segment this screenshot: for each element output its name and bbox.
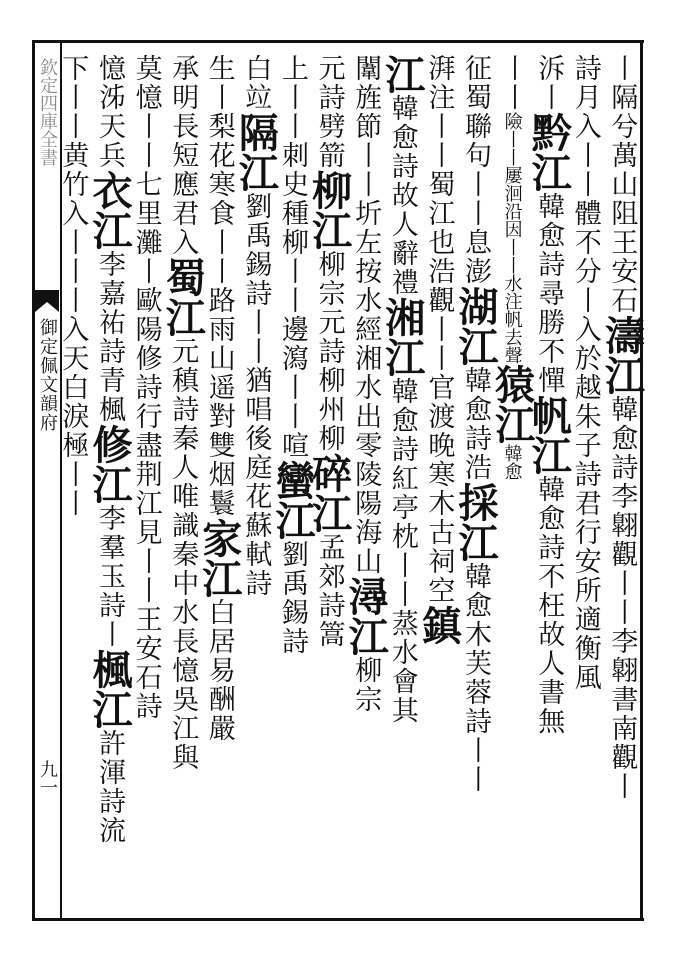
entry-text: 李嘉祐詩青楓: [94, 250, 125, 424]
entry-heading: 鎮: [415, 605, 463, 645]
entry-text: 許渾詩流: [94, 729, 125, 845]
entry-text: 元稹詩秦人唯識秦中水長憶吳江與: [167, 337, 199, 772]
text-column: [525, 54, 573, 910]
entry-heading: 蠻江: [269, 460, 316, 540]
entry-heading: 楓江: [86, 649, 133, 729]
entry-heading: 衣江: [86, 170, 133, 250]
text-column: [159, 54, 207, 910]
entry-text: 丨入天白: [57, 286, 89, 402]
entry-text: 黄竹入丨丨: [57, 141, 89, 286]
entry-text: 元詩劈箭: [313, 54, 345, 170]
entry-text: 莫憶丨丨七里灘: [130, 54, 162, 257]
entry-text: 因丨丨水注帆去聲: [501, 220, 523, 364]
entry-text: 瀉丨丨喧: [277, 344, 308, 460]
entry-text: 韓愈詩李翺觀丨丨李翺書南觀丨: [606, 395, 638, 801]
entry-text: 丨隔兮萬山阻王安石: [606, 54, 638, 315]
entry-text: 孟郊詩篙: [313, 533, 345, 649]
entry-text: 闈旌節丨丨圻: [350, 54, 382, 228]
text-column: [232, 54, 280, 910]
entry-text: 李羣玉詩丨: [94, 504, 125, 649]
text-column: [378, 54, 426, 910]
entry-text: 韓愈詩紅亭枕丨丨蒸水會其: [386, 377, 418, 725]
frame-top-border: [34, 40, 644, 43]
entry-heading: 家江: [195, 518, 243, 598]
margin-faint-title: 欽定四庫全書: [37, 58, 58, 166]
entry-text: 劉禹錫詩丨丨猶唱後庭花蘇軾詩: [240, 192, 272, 598]
entry-text: 泝丨: [533, 54, 565, 112]
entry-text: 韓愈詩浩: [460, 366, 491, 482]
entry-text: 劉禹錫詩: [277, 540, 308, 656]
entry-heading: 潯江: [342, 576, 390, 656]
entry-text: 梨花寒食丨丨路雨山遥對雙烟鬟: [203, 112, 235, 518]
entry-text: 承明長短應君入: [167, 54, 199, 257]
frame-bottom-border: [34, 918, 644, 921]
entry-text: 生丨: [203, 54, 235, 112]
entry-text: 詩月入丨丨體不分: [569, 54, 601, 286]
entry-text: 韓愈詩尋勝不憚: [533, 192, 565, 395]
entry-text: 白竝: [240, 54, 272, 112]
entry-text: 上丨丨: [277, 54, 308, 141]
book-title: 御定佩文韻府: [37, 318, 58, 432]
entry-heading: 濤江: [598, 315, 646, 395]
entry-heading: 柳江: [305, 170, 353, 250]
text-column: [452, 54, 499, 910]
text-column: [195, 54, 243, 910]
entry-heading: 隔江: [232, 112, 280, 192]
entry-text: 韓愈: [501, 444, 523, 480]
entry-text: 柳宗: [350, 656, 382, 714]
entry-text: 韓愈詩故人辭禮: [386, 94, 418, 297]
entry-text: 刺史種柳丨丨邊: [277, 141, 308, 344]
entry-text: 韓愈木芙蓉詩丨丨: [460, 562, 491, 794]
entry-heading: 黔江: [525, 112, 573, 192]
entry-heading: 修江: [86, 424, 133, 504]
entry-text: 丨歐陽修詩行盡荆江見丨丨王安石詩: [130, 257, 162, 721]
entry-text: 湃注丨丨蜀江也: [423, 54, 455, 257]
entry-heading: 湘江: [378, 297, 426, 377]
entry-heading: 碎江: [305, 453, 353, 533]
entry-text: 丨丨: [496, 54, 528, 112]
entry-text: 韓愈詩不枉故人書無: [533, 475, 565, 736]
text-column: [86, 54, 133, 910]
entry-text: 憶泲天兵: [94, 54, 125, 170]
entry-heading: 帆江: [525, 395, 573, 475]
entry-text: 淚極丨丨: [57, 402, 89, 518]
page-number: 九一: [37, 760, 58, 796]
entry-text: 險丨丨屢洄沿: [501, 112, 523, 220]
entry-heading: 湖江: [452, 286, 499, 366]
entry-text: 官渡晚寒木古祠空: [423, 373, 455, 605]
entry-text: 浩觀丨丨: [423, 257, 455, 373]
entry-heading: 蜀江: [159, 257, 207, 337]
entry-heading: 江: [378, 54, 426, 94]
entry-heading: 採江: [452, 482, 499, 562]
text-column: [415, 54, 463, 910]
entry-text: 丨入於越朱子詩君行安所適衡風: [569, 286, 601, 692]
entry-text: 下丨丨: [57, 54, 89, 141]
entry-heading: 猿江: [488, 364, 536, 444]
entry-text: 白居易酬嚴: [203, 598, 235, 743]
entry-text: 征蜀聯句丨丨息澎: [460, 54, 491, 286]
entry-text: 左按水經湘水出零陵陽海山: [350, 228, 382, 576]
text-column: [598, 54, 646, 910]
entry-text: 柳宗元詩柳州柳: [313, 250, 345, 453]
text-column: [52, 54, 92, 910]
